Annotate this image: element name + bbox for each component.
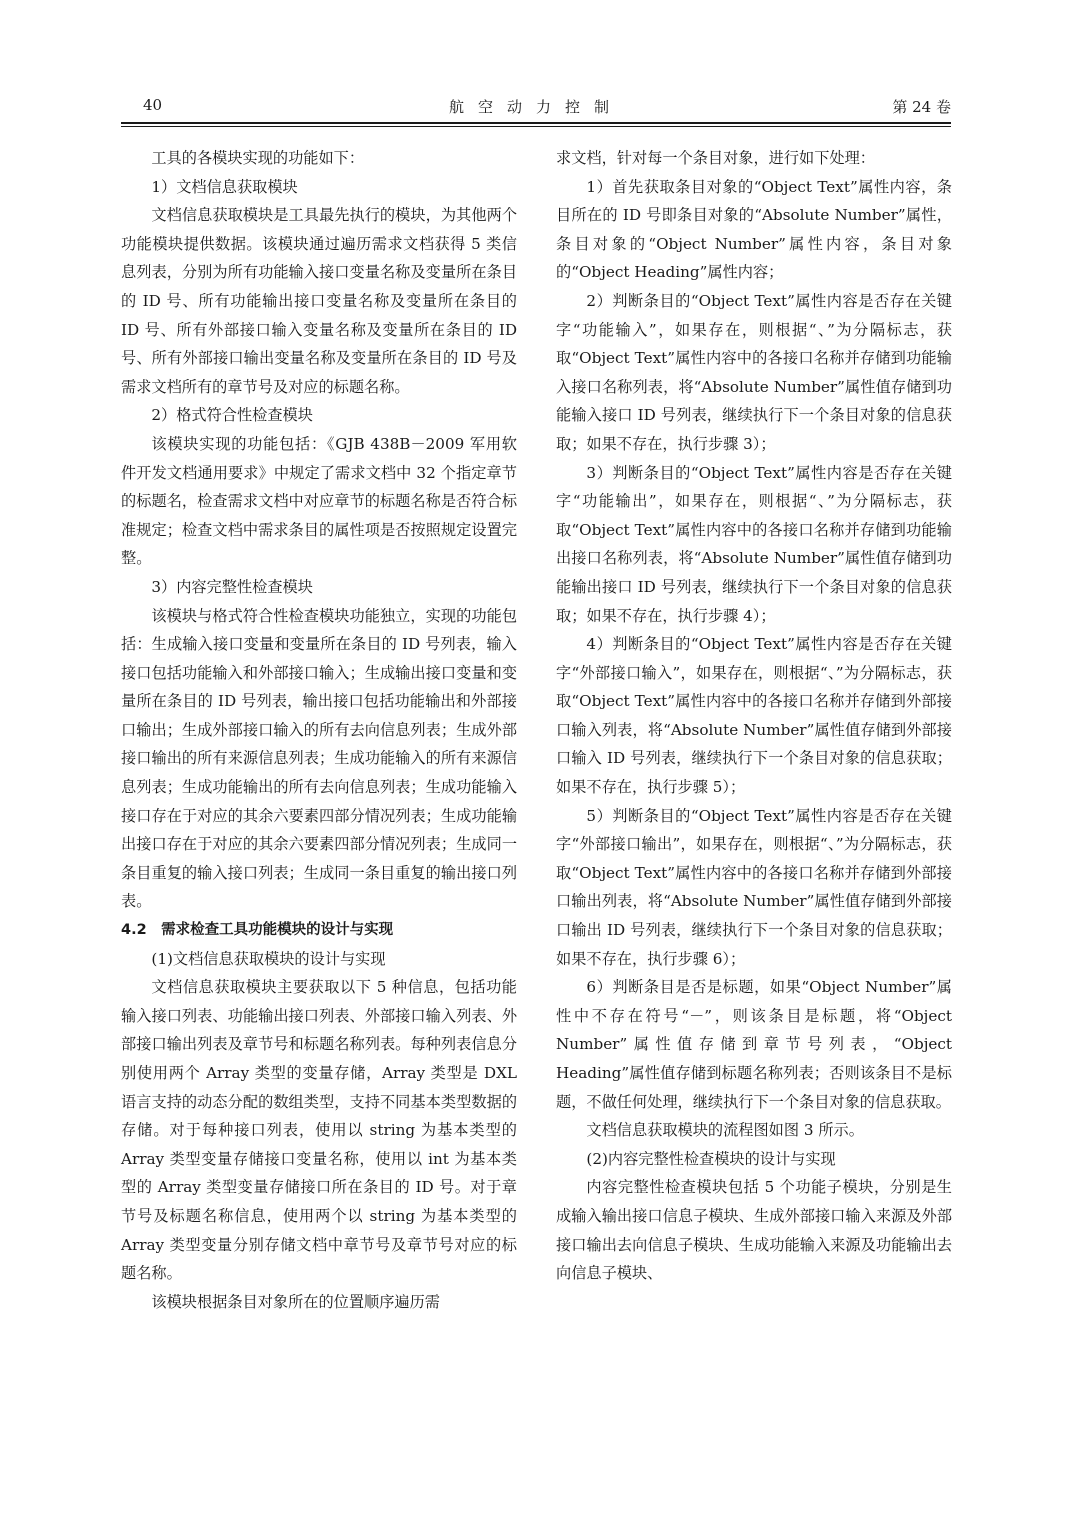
header-rule-thin <box>121 126 951 127</box>
paragraph: 内容完整性检查模块包括 5 个功能子模块，分别是生成输入输出接口信息子模块、生成外部接口输入来源及外部接口输出去向信息子模块、生成功能输入来源及功能输出去向信息子模块、 <box>556 1178 952 1283</box>
paragraph: 文档信息获取模块是工具最先执行的模块，为其他两个功能模块提供数据。该模块通过遍历需求文档获得 5 类信息列表，分别为所有功能输入接口变量名称及变量所在条目的 ID 号、所有功能输出接口变量名称及变量所在条目的 ID 号、所有外部接口输入变量名称及变量所在条目的 ID 号、所有外部接口输出变量名称及变量所在条目的 ID 号及需求文档所有的章节号及对应的标题名称。 <box>121 206 517 396</box>
header-rule-thick <box>121 122 951 124</box>
paragraph: 求文档，针对每一个条目对象，进行如下处理： <box>556 149 875 167</box>
paragraph: 该模块根据条目对象所在的位置顺序遍历需 <box>151 1292 440 1311</box>
paragraph: 工具的各模块实现的功能如下： <box>151 149 365 167</box>
paragraph: 文档信息获取模块主要获取以下 5 种信息，包括功能输入接口列表、功能输出接口列表、外部接口输入列表、外部接口输出列表及章节号和标题名称列表。每种列表信息分别使用两个 Array 类型的变量存储，Array 类型是 DXL 语言支持的动态分配的数组类型，支持不同基本类型数据的存储。对于每种接口列表，使用以 string 为基本类型的 Array 类型变量存储接口变量名称，使用以 int 为基本类型的 Array 类型变量存储接口所在条目的 ID 号。对于章节号及标题名称信息，使用两个以 string 为基本类型的 Array 类型变量分别存储文档中章节号及章节号对应的标题名称。 <box>121 978 517 1283</box>
paragraph: (2)内容完整性检查模块的设计与实现 <box>586 1149 836 1168</box>
paragraph: 该模块实现的功能包括：《GJB 438B－2009 军用软件开发文档通用要求》中规定了需求文档中 32 个指定章节的标题名，检查需求文档中对应章节的标题名称是否符合标准规定；检查文档中需求条目的属性项是否按照规定设置完整。 <box>121 434 517 568</box>
running-head <box>121 96 951 124</box>
section-heading: 4.2 需求检查工具功能模块的设计与实现 <box>121 922 394 939</box>
right-column <box>556 144 952 1288</box>
volume-label: 第 24 卷 <box>892 98 951 116</box>
paragraph: 5）判断条目的“Object Text”属性内容是否存在关键字“外部接口输出”，如果存在，则根据“、”为分隔标志，获取“Object Text”属性内容中的各接口名称并存储到外部接口输出列表，将“Absolute Number”属性值存储到外部接口输出 ID 号列表，继续执行下一个条目对象的信息获取；如果不存在，执行步骤 6）； <box>556 806 952 968</box>
paragraph: 文档信息获取模块的流程图如图 3 所示。 <box>586 1121 864 1140</box>
left-column <box>121 144 517 1316</box>
journal-name: 航空动力控制 <box>448 98 623 116</box>
paragraph: 4）判断条目的“Object Text”属性内容是否存在关键字“外部接口输入”，如果存在，则根据“、”为分隔标志，获取“Object Text”属性内容中的各接口名称并存储到外部接口输入列表，将“Absolute Number”属性值存储到外部接口输入 ID 号列表，继续执行下一个条目对象的信息获取；如果不存在，执行步骤 5）； <box>556 635 952 797</box>
paragraph: (1)文档信息获取模块的设计与实现 <box>151 949 386 968</box>
paragraph: 2）格式符合性检查模块 <box>151 406 313 425</box>
paragraph: 该模块与格式符合性检查模块功能独立，实现的功能包括：生成输入接口变量和变量所在条目的 ID 号列表，输入接口包括功能输入和外部接口输入；生成输出接口变量和变量所在条目的 ID 号列表，输出接口包括功能输出和外部接口输出；生成外部接口输入的所有去向信息列表；生成外部接口输出的所有来源信息列表；生成功能输入的所有来源信息列表；生成功能输出的所有去向信息列表；生成功能输入接口存在于对应的其余六要素四部分情况列表；生成功能输出接口存在于对应的其余六要素四部分情况列表；生成同一条目重复的输入接口列表；生成同一条目重复的输出接口列表。 <box>121 606 517 911</box>
paragraph: 1）首先获取条目对象的“Object Text”属性内容，条目所在的 ID 号即条目对象的“Absolute Number”属性，条目对象的“Object Number”属性内容，条目对象的“Object Heading”属性内容； <box>556 177 952 282</box>
paragraph: 1）文档信息获取模块 <box>151 177 298 196</box>
paragraph: 6）判断条目是否是标题，如果“Object Number”属性中不存在符号“－”，则该条目是标题，将“Object Number”属性值存储到章节号列表，“Object Heading”属性值存储到标题名称列表；否则该条目不是标题，不做任何处理，继续执行下一个条目对象的信息获取。 <box>556 978 952 1111</box>
paragraph: 3）内容完整性检查模块 <box>151 577 313 596</box>
paragraph: 2）判断条目的“Object Text”属性内容是否存在关键字“功能输入”，如果存在，则根据“、”为分隔标志，获取“Object Text”属性内容中的各接口名称并存储到功能输入接口名称列表，将“Absolute Number”属性值存储到功能输入接口 ID 号列表，继续执行下一个条目对象的信息获取；如果不存在，执行步骤 3）； <box>556 291 952 453</box>
page-number: 40 <box>143 96 163 114</box>
paragraph: 3）判断条目的“Object Text”属性内容是否存在关键字“功能输出”，如果存在，则根据“、”为分隔标志，获取“Object Text”属性内容中的各接口名称并存储到功能输出接口名称列表，将“Absolute Number”属性值存储到功能输出接口 ID 号列表，继续执行下一个条目对象的信息获取；如果不存在，执行步骤 4）； <box>556 463 952 625</box>
